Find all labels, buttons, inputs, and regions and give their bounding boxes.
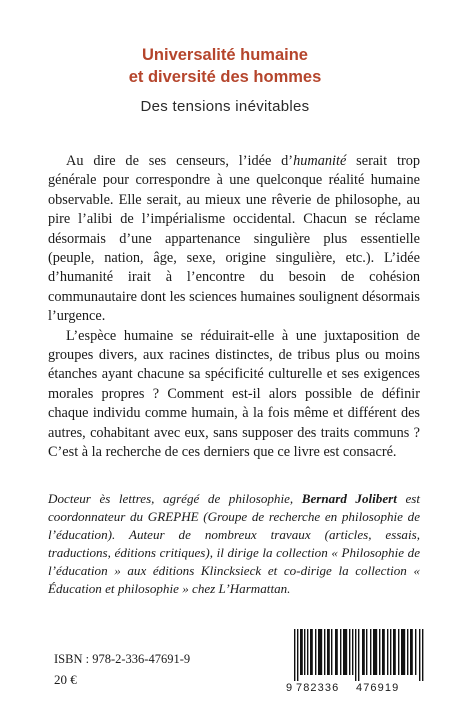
title-line-1: Universalité humaine bbox=[142, 46, 308, 64]
barcode-image bbox=[294, 629, 424, 681]
barcode-digits-right: 476919 bbox=[356, 682, 400, 694]
blurb-p1-start: Au dire de ses censeurs, l’idée d’ bbox=[66, 153, 294, 169]
blurb-paragraph-2: L’espèce humaine se réduirait-elle à une juxtaposition de groupes divers, aux racines distinctes, de tribus plus ou moins étanches ayant chacune sa spécificité culturelle et ses exigences morales propres ? Comment est-il alors possible de définir chaque individu comme humain, à la fois même et différent des autres, cohabitant avec eux, sans supposer des traits communs ? C’est à la recherche de ces derniers que ce livre est consacré. bbox=[48, 327, 420, 461]
bio-end: est coordonnateur du GREPHE (Groupe de recherche en philosophie de l’éducation). Auteur de nombreux travaux (articles, essais, traductions, éditions critiques), il dirige la collection « Philosophie de l’éducation » aux éditions Klincksieck et co-dirige la collection « Éducation et philosophie » chez L’Harmattan. bbox=[48, 491, 420, 596]
bio-start: Docteur ès lettres, agrégé de philosophie, bbox=[48, 491, 302, 506]
author-name: Bernard Jolibert bbox=[301, 491, 397, 506]
blurb bbox=[48, 152, 420, 463]
title-line-2: et diversité des hommes bbox=[128, 68, 322, 86]
author-bio bbox=[48, 490, 420, 598]
barcode-digits-left: 782336 bbox=[296, 682, 340, 694]
blurb-paragraph-1 bbox=[48, 152, 420, 327]
book-title bbox=[0, 44, 450, 88]
isbn-text: ISBN : 978-2-336-47691-9 bbox=[54, 652, 191, 666]
blurb-p1-end: serait trop générale pour correspondre à une quelconque réalité humaine observable. Elle serait, au mieux une rêverie de philosophe, au pire l’alibi de l’impérialisme occidental. Chacun se réclame désormais d’une appartenance singulière plus essentielle (peuple, nation, âge, sexe, origine singulière, etc.). L’idée d’humanité irait à l’encontre du besoin de cohésion communautaire dont les sciences humaines soulignent désormais l’urgence. bbox=[48, 153, 421, 325]
price-text: 20 € bbox=[54, 672, 77, 687]
barcode-digits bbox=[286, 682, 426, 694]
book-subtitle: Des tensions inévitables bbox=[140, 98, 310, 115]
barcode-digit-first: 9 bbox=[286, 682, 293, 694]
blurb-p1-emphasis: humanité bbox=[293, 153, 347, 169]
